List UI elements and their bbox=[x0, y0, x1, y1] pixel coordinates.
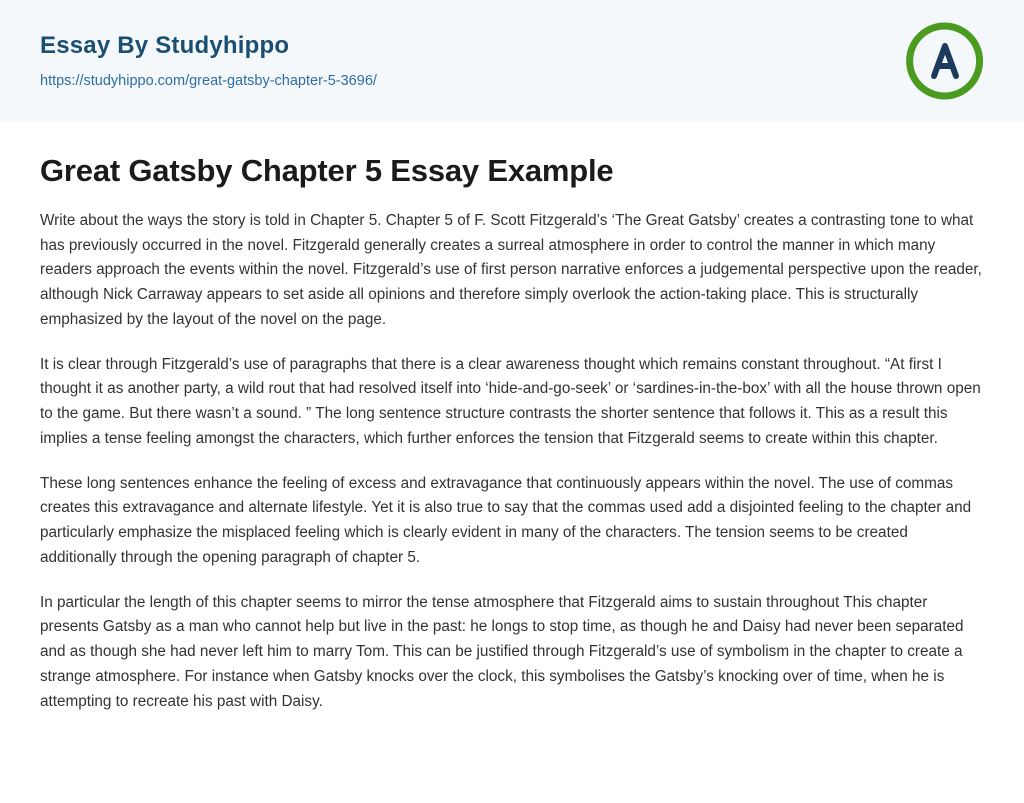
site-brand-title: Essay By Studyhippo bbox=[40, 32, 290, 59]
essay-paragraph: It is clear through Fitzgerald’s use of paragraphs that there is a clear awareness thought which remains constant throughout. “At first I thought it as another party, a wild rout that had resolved itself into ‘hide-and-go-seek’ or ‘sardines-in-the-box’ with all the house thrown open to the game. But there wasn’t a sound. ” The long sentence structure contrasts the shorter sentence that follows it. This as a result this implies a tense feeling amongst the characters, which further enforces the tension that Fitzgerald seems to create within this chapter. bbox=[40, 355, 981, 447]
document-body bbox=[0, 122, 1024, 715]
page-title: Great Gatsby Chapter 5 Essay Example bbox=[40, 153, 614, 188]
source-url[interactable]: https://studyhippo.com/great-gatsby-chapter-5-3696/ bbox=[40, 72, 377, 89]
essay-paragraph: Write about the ways the story is told in Chapter 5. Chapter 5 of F. Scott Fitzgerald’s ‘The Great Gatsby’ creates a contrasting tone to what has previously occurred in the novel. Fitzgerald generally creates a surreal atmosphere in order to control the manner in which many readers approach the events within the novel. Fitzgerald’s use of first person narrative enforces a judgemental perspective upon the reader, although Nick Carraway appears to set aside all opinions and therefore simply overlook the action-taking place. This is structurally emphasized by the layout of the novel on the page. bbox=[40, 211, 982, 328]
essay-paragraph: These long sentences enhance the feeling of excess and extravagance that continuously appears within the novel. The use of commas creates this extravagance and alternate lifestyle. Yet it is also true to say that the commas used add a disjointed feeling to the chapter and particularly emphasize the misplaced feeling which is clearly evident in many of the characters. The tension seems to be created additionally through the opening paragraph of chapter 5. bbox=[40, 474, 972, 566]
studyhippo-a-logo-icon bbox=[904, 20, 986, 102]
site-header bbox=[0, 0, 1024, 122]
essay-paragraph: In particular the length of this chapter seems to mirror the tense atmosphere that Fitzgerald aims to sustain throughout This chapter presents Gatsby as a man who cannot help but live in the past: he longs to stop time, as though he and Daisy had never been separated and as though she had never left him to marry Tom. This can be justified through Fitzgerald’s use of symbolism in the chapter to create a strange atmosphere. For instance when Gatsby knocks over the clock, this symbolises the Gatsby’s knocking over of time, when he is attempting to recreate his past with Daisy. bbox=[40, 593, 964, 710]
